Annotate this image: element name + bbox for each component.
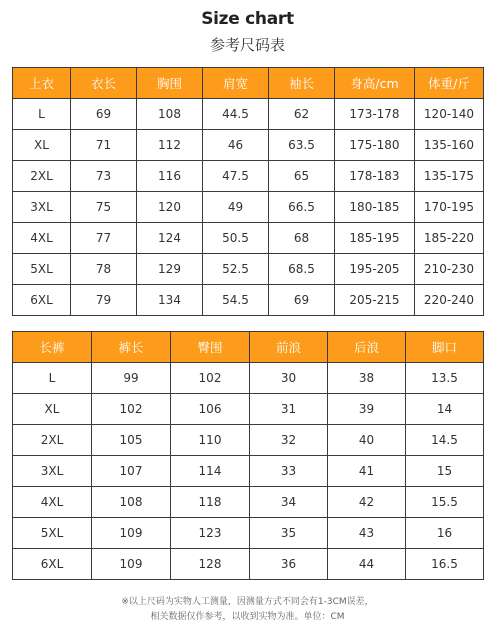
measurement-cell: 73 (71, 161, 137, 192)
pants-table-row (13, 487, 484, 518)
pants-table-row (13, 425, 484, 456)
measurement-cell: 62 (269, 99, 335, 130)
measurement-cell: 170-195 (415, 192, 484, 223)
measurement-cell: 16.5 (406, 549, 484, 580)
measurement-cell: 30 (250, 363, 328, 394)
pants-table-row (13, 394, 484, 425)
tops-size-table (12, 67, 484, 316)
measurement-cell: 31 (250, 394, 328, 425)
size-label-cell: 3XL (13, 192, 71, 223)
tops-table-row (13, 285, 484, 316)
pants-size-table (12, 331, 484, 580)
measurement-cell: 52.5 (203, 254, 269, 285)
measurement-cell: 75 (71, 192, 137, 223)
tops-table-row (13, 130, 484, 161)
measurement-cell: 108 (92, 487, 171, 518)
tops-table-row (13, 223, 484, 254)
size-label-cell: XL (13, 394, 92, 425)
measurement-cell: 77 (71, 223, 137, 254)
measurement-cell: 14 (406, 394, 484, 425)
size-label-cell: 6XL (13, 549, 92, 580)
measurement-cell: 116 (137, 161, 203, 192)
size-label-cell: L (13, 99, 71, 130)
measurement-cell: 124 (137, 223, 203, 254)
size-label-cell: 4XL (13, 487, 92, 518)
measurement-cell: 66.5 (269, 192, 335, 223)
chart-title: Size chart (201, 9, 294, 29)
size-label-cell: 5XL (13, 254, 71, 285)
measurement-cell: 108 (137, 99, 203, 130)
measurement-cell: 49 (203, 192, 269, 223)
tops-header-cell: 肩宽 (203, 68, 269, 99)
tops-table-row (13, 254, 484, 285)
measurement-cell: 15 (406, 456, 484, 487)
measurement-cell: 178-183 (335, 161, 415, 192)
measurement-cell: 210-230 (415, 254, 484, 285)
measurement-cell: 69 (269, 285, 335, 316)
measurement-cell: 107 (92, 456, 171, 487)
pants-header-cell: 臀围 (171, 332, 250, 363)
measurement-cell: 135-160 (415, 130, 484, 161)
chart-subtitle: 参考尺码表 (209, 36, 285, 54)
tops-table-row (13, 161, 484, 192)
measurement-cell: 120 (137, 192, 203, 223)
measurement-cell: 68 (269, 223, 335, 254)
size-label-cell: 2XL (13, 161, 71, 192)
measurement-cell: 46 (203, 130, 269, 161)
measurement-cell: 128 (171, 549, 250, 580)
pants-header-row (13, 332, 484, 363)
measurement-cell: 44 (328, 549, 406, 580)
size-label-cell: 5XL (13, 518, 92, 549)
measurement-cell: 69 (71, 99, 137, 130)
measurement-cell: 99 (92, 363, 171, 394)
tops-header-cell: 衣长 (71, 68, 137, 99)
measurement-cell: 173-178 (335, 99, 415, 130)
pants-header-cell: 脚口 (406, 332, 484, 363)
measurement-cell: 78 (71, 254, 137, 285)
measurement-cell: 15.5 (406, 487, 484, 518)
measurement-cell: 135-175 (415, 161, 484, 192)
measurement-cell: 118 (171, 487, 250, 518)
measurement-cell: 185-220 (415, 223, 484, 254)
measurement-cell: 63.5 (269, 130, 335, 161)
tops-header-cell: 体重/斤 (415, 68, 484, 99)
measurement-cell: 34 (250, 487, 328, 518)
measurement-cell: 33 (250, 456, 328, 487)
tops-table-row (13, 99, 484, 130)
measurement-cell: 54.5 (203, 285, 269, 316)
measurement-cell: 16 (406, 518, 484, 549)
pants-table-row (13, 363, 484, 394)
measurement-cell: 129 (137, 254, 203, 285)
measurement-cell: 120-140 (415, 99, 484, 130)
measurement-cell: 71 (71, 130, 137, 161)
size-label-cell: 2XL (13, 425, 92, 456)
footer-note: 相关数据仅作参考，以收到实物为准。单位：CM (150, 612, 345, 622)
measurement-cell: 38 (328, 363, 406, 394)
measurement-cell: 180-185 (335, 192, 415, 223)
size-label-cell: 3XL (13, 456, 92, 487)
pants-header-cell: 长裤 (13, 332, 92, 363)
size-label-cell: 4XL (13, 223, 71, 254)
measurement-cell: 35 (250, 518, 328, 549)
measurement-cell: 109 (92, 518, 171, 549)
measurement-cell: 32 (250, 425, 328, 456)
measurement-cell: 42 (328, 487, 406, 518)
tops-table-row (13, 192, 484, 223)
measurement-cell: 134 (137, 285, 203, 316)
size-label-cell: 6XL (13, 285, 71, 316)
measurement-cell: 68.5 (269, 254, 335, 285)
measurement-cell: 195-205 (335, 254, 415, 285)
measurement-cell: 114 (171, 456, 250, 487)
tops-header-row (13, 68, 484, 99)
size-label-cell: L (13, 363, 92, 394)
measurement-cell: 220-240 (415, 285, 484, 316)
measurement-cell: 47.5 (203, 161, 269, 192)
pants-table-row (13, 549, 484, 580)
tops-header-cell: 胸围 (137, 68, 203, 99)
measurement-cell: 175-180 (335, 130, 415, 161)
tops-header-cell: 身高/cm (335, 68, 415, 99)
tops-header-cell: 袖长 (269, 68, 335, 99)
measurement-cell: 65 (269, 161, 335, 192)
pants-table-row (13, 456, 484, 487)
measurement-cell: 44.5 (203, 99, 269, 130)
measurement-cell: 50.5 (203, 223, 269, 254)
measurement-cell: 112 (137, 130, 203, 161)
measurement-cell: 105 (92, 425, 171, 456)
measurement-cell: 41 (328, 456, 406, 487)
measurement-cell: 43 (328, 518, 406, 549)
measurement-cell: 14.5 (406, 425, 484, 456)
measurement-cell: 102 (92, 394, 171, 425)
measurement-cell: 205-215 (335, 285, 415, 316)
measurement-cell: 110 (171, 425, 250, 456)
pants-table-row (13, 518, 484, 549)
measurement-cell: 109 (92, 549, 171, 580)
measurement-cell: 106 (171, 394, 250, 425)
measurement-cell: 40 (328, 425, 406, 456)
measurement-cell: 123 (171, 518, 250, 549)
measurement-cell: 102 (171, 363, 250, 394)
pants-header-cell: 后浪 (328, 332, 406, 363)
pants-header-cell: 裤长 (92, 332, 171, 363)
measurement-cell: 185-195 (335, 223, 415, 254)
measurement-cell: 36 (250, 549, 328, 580)
tops-header-cell: 上衣 (13, 68, 71, 99)
measurement-cell: 39 (328, 394, 406, 425)
footer-note: ※以上尺码为实物人工测量，因测量方式不同会有1-3CM误差， (121, 597, 374, 607)
measurement-cell: 13.5 (406, 363, 484, 394)
measurement-cell: 79 (71, 285, 137, 316)
size-label-cell: XL (13, 130, 71, 161)
pants-header-cell: 前浪 (250, 332, 328, 363)
